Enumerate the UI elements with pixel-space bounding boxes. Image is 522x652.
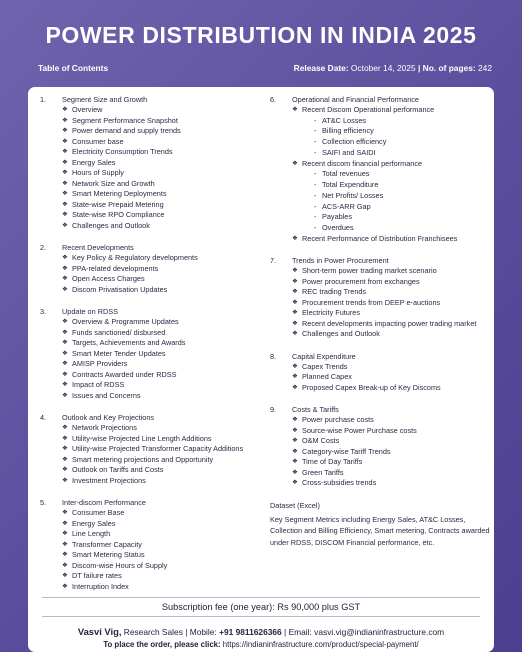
email-link[interactable]: vasvi.vig@indianinfrastructure.com <box>314 627 445 637</box>
toc-subitem: - Total revenues <box>270 169 492 180</box>
release-separator: | <box>417 63 421 73</box>
section-number: 1. <box>40 95 47 104</box>
toc-item <box>40 328 255 339</box>
toc-item <box>40 370 255 381</box>
toc-section <box>40 497 255 592</box>
toc-item-text: Capex Trends <box>302 361 348 371</box>
toc-item <box>40 455 255 466</box>
toc-item-text: Overview & Programme Updates <box>72 317 179 326</box>
toc-item-text: Smart Metering Deployments <box>72 189 167 198</box>
toc-item-text: O&M Costs <box>302 436 340 446</box>
toc-item <box>40 571 255 582</box>
toc-item-text: Smart metering projections and Opportunity <box>72 454 214 464</box>
dataset-text: Key Segment Metrics including Energy Sales, AT&C Losses, Collection and Billing Efficiency, Smart metering, Contracts awarded under RDSS, DISCOM Financial performance, etc. <box>270 514 490 547</box>
toc-item-text: Consumer Base <box>72 508 125 517</box>
section-heading <box>40 94 255 105</box>
section-number: 7. <box>270 256 277 266</box>
contact-name: Vasvi Vig, <box>77 626 122 637</box>
section-number: 9. <box>270 405 277 415</box>
section-heading <box>40 497 255 508</box>
section-items <box>40 105 255 231</box>
toc-item <box>270 457 492 468</box>
release-date: October 14, 2025 <box>350 63 416 73</box>
toc-item-text: Interruption Index <box>72 581 129 591</box>
toc-column-right-sections <box>270 94 492 489</box>
toc-item-text: PPA-related developments <box>72 263 159 273</box>
toc-column-left <box>40 94 255 603</box>
toc-subitem: - ACS-ARR Gap <box>270 202 492 213</box>
dataset-block <box>270 500 492 549</box>
toc-item <box>40 126 255 137</box>
toc-item-text: Green Tariffs <box>302 467 344 477</box>
toc-item-text: Short-term power trading market scenario <box>302 266 437 276</box>
toc-section <box>40 94 255 231</box>
toc-item <box>40 137 255 148</box>
toc-item-text: Utility-wise Projected Transformer Capacity Additions <box>72 444 244 453</box>
contact-role: Research Sales <box>123 627 183 637</box>
toc-item-text: Recent Discom Operational performance <box>302 105 435 114</box>
toc-item-text: Challenges and Outlook <box>72 220 150 230</box>
toc-item-text: Issues and Concerns <box>72 390 141 400</box>
toc-item-text: State-wise RPO Compliance <box>72 210 165 219</box>
toc-item <box>40 391 255 402</box>
toc-item <box>270 362 492 373</box>
toc-item <box>40 200 255 211</box>
toc-item <box>40 434 255 445</box>
pages-label: No. of pages: <box>422 63 476 73</box>
toc-item-text: Source-wise Power Purchase costs <box>302 425 417 435</box>
toc-item-text: Power demand and supply trends <box>72 126 181 135</box>
toc-item <box>40 359 255 370</box>
toc-item <box>40 317 255 328</box>
toc-item <box>40 423 255 434</box>
toc-item <box>270 372 492 383</box>
toc-item <box>40 540 255 551</box>
toc-section <box>270 94 492 244</box>
toc-item-text: Electricity Futures <box>302 308 360 318</box>
toc-item-text: Energy Sales <box>72 518 116 528</box>
toc-item-text: Smart Meter Tender Updates <box>72 348 166 358</box>
contact-separator: | <box>185 627 188 637</box>
toc-item <box>270 105 492 116</box>
fee-value: Rs 90,000 <box>277 602 320 612</box>
section-number: 4. <box>40 413 47 422</box>
toc-item-text: Energy Sales <box>72 157 116 167</box>
toc-subitem: - Overdues <box>270 223 492 234</box>
toc-column-right <box>270 94 492 548</box>
dataset-title: Dataset (Excel) <box>270 500 320 510</box>
toc-item <box>270 234 492 245</box>
section-heading <box>270 404 492 415</box>
toc-item-text: Open Access Charges <box>72 274 145 283</box>
toc-item-text: Discom-wise Hours of Supply <box>72 560 168 570</box>
toc-item-text: AMISP Providers <box>72 359 128 368</box>
toc-item-text: Procurement trends from DEEP e-auctions <box>302 297 441 307</box>
fee-tax: plus GST <box>321 602 361 612</box>
fee-label: Subscription fee <box>161 602 228 612</box>
toc-item <box>40 116 255 127</box>
toc-item-text: Category-wise Tariff Trends <box>302 446 391 456</box>
section-title: Recent Developments <box>62 243 134 252</box>
section-items <box>270 415 492 489</box>
toc-item <box>40 158 255 169</box>
toc-item <box>40 274 255 285</box>
section-heading <box>40 412 255 423</box>
toc-item-text: Contracts Awarded under RDSS <box>72 369 177 379</box>
section-number: 8. <box>270 351 277 361</box>
toc-item-text: Network Projections <box>72 423 137 432</box>
toc-item <box>270 308 492 319</box>
toc-item-text: Recent Performance of Distribution Franchisees <box>302 233 458 243</box>
toc-subitem: - Net Profits/ Losses <box>270 191 492 202</box>
section-items <box>40 508 255 592</box>
release-info <box>294 63 492 73</box>
toc-item <box>40 168 255 179</box>
section-heading <box>270 255 492 266</box>
fee-period: (one year): <box>230 602 275 612</box>
toc-section <box>270 255 492 340</box>
toc-item-text: State-wise Prepaid Metering <box>72 199 164 209</box>
toc-item <box>40 253 255 264</box>
toc-item-text: Outlook on Tariffs and Costs <box>72 465 164 474</box>
toc-item <box>40 179 255 190</box>
section-title: Costs & Tariffs <box>292 405 339 415</box>
order-line <box>28 640 494 649</box>
section-items <box>270 362 492 394</box>
section-title: Segment Size and Growth <box>62 95 148 104</box>
toc-item <box>270 298 492 309</box>
toc-item-text: Power purchase costs <box>302 415 374 425</box>
toc-item <box>270 287 492 298</box>
toc-label: Table of Contents <box>38 63 109 73</box>
toc-item-text: REC trading Trends <box>302 287 367 297</box>
toc-item <box>40 285 255 296</box>
toc-item <box>40 561 255 572</box>
toc-item <box>40 476 255 487</box>
order-label: To place the order, please click: <box>103 640 221 649</box>
toc-subitem: - Total Expenditure <box>270 180 492 191</box>
section-items <box>40 253 255 295</box>
toc-section <box>40 412 255 486</box>
toc-section <box>40 306 255 401</box>
section-title: Outlook and Key Projections <box>62 413 155 422</box>
toc-item-text: Targets, Achievements and Awards <box>72 338 186 347</box>
pages-count: 242 <box>478 63 492 73</box>
toc-item-text: Utility-wise Projected Line Length Additions <box>72 433 212 443</box>
toc-item <box>40 105 255 116</box>
toc-item-text: Smart Metering Status <box>72 550 145 559</box>
section-heading <box>40 306 255 317</box>
section-title: Trends in Power Procurement <box>292 256 389 266</box>
mobile-value: +91 9811626366 <box>219 627 282 637</box>
toc-item-text: Network Size and Growth <box>72 178 155 188</box>
toc-item <box>40 582 255 593</box>
section-items <box>270 105 492 244</box>
fee-divider-bottom <box>42 616 480 617</box>
toc-item <box>40 380 255 391</box>
toc-item-text: Consumer base <box>72 136 124 146</box>
toc-item <box>40 465 255 476</box>
toc-item-text: Electricity Consumption Trends <box>72 147 173 156</box>
toc-subitem: - AT&C Losses <box>270 116 492 127</box>
toc-item <box>40 264 255 275</box>
email-label: Email: <box>288 627 312 637</box>
toc-item <box>270 468 492 479</box>
toc-item-text: Funds sanctioned/ disbursed <box>72 327 166 337</box>
section-number: 2. <box>40 243 47 252</box>
toc-subitem: - Billing efficiency <box>270 126 492 137</box>
section-number: 6. <box>270 95 277 104</box>
release-label: Release Date: <box>293 63 349 73</box>
subscription-fee <box>28 602 494 612</box>
toc-item <box>40 210 255 221</box>
section-items <box>40 423 255 486</box>
toc-item <box>270 329 492 340</box>
section-title: Update on RDSS <box>62 307 118 316</box>
section-number: 5. <box>40 498 47 507</box>
toc-item <box>270 426 492 437</box>
toc-item-text: DT failure rates <box>72 571 122 580</box>
section-items <box>270 266 492 340</box>
contact-separator: | <box>284 627 287 637</box>
toc-item <box>270 266 492 277</box>
toc-section <box>40 242 255 295</box>
toc-item <box>40 444 255 455</box>
toc-item-text: Cross-subsidies trends <box>302 478 377 488</box>
toc-item-text: Segment Performance Snapshot <box>72 115 178 125</box>
toc-subitems <box>270 116 492 159</box>
content-card <box>28 87 494 652</box>
toc-item <box>270 319 492 330</box>
toc-item <box>40 529 255 540</box>
toc-item <box>270 277 492 288</box>
toc-item-text: Recent developments impacting power trading market <box>302 318 477 328</box>
toc-item-text: Line Length <box>72 529 111 538</box>
toc-item <box>270 436 492 447</box>
toc-item-text: Investment Projections <box>72 475 146 485</box>
section-heading <box>40 242 255 253</box>
toc-item <box>40 338 255 349</box>
toc-item-text: Proposed Capex Break-up of Key Discoms <box>302 382 441 392</box>
toc-subitem: - SAIFI and SAIDI <box>270 148 492 159</box>
toc-item <box>40 550 255 561</box>
order-link[interactable]: https://indianinfrastructure.com/product/special-payment/ <box>222 640 419 649</box>
toc-item <box>270 478 492 489</box>
toc-subitem: - Payables <box>270 212 492 223</box>
section-heading <box>270 94 492 105</box>
toc-item-text: Key Policy & Regulatory developments <box>72 253 198 262</box>
toc-item-text: Time of Day Tariffs <box>302 457 363 467</box>
toc-item <box>40 189 255 200</box>
toc-item <box>40 508 255 519</box>
toc-item-text: Challenges and Outlook <box>302 329 380 339</box>
section-title: Capital Expenditure <box>292 351 356 361</box>
toc-item <box>40 147 255 158</box>
toc-section <box>270 351 492 394</box>
fee-divider-top <box>42 597 480 598</box>
contact-line <box>28 626 494 637</box>
section-number: 3. <box>40 307 47 316</box>
section-title: Inter-discom Performance <box>62 498 146 507</box>
section-items <box>40 317 255 401</box>
toc-item-text: Impact of RDSS <box>72 380 125 389</box>
toc-section <box>270 404 492 489</box>
toc-item-text: Discom Privatisation Updates <box>72 284 168 294</box>
toc-item-text: Hours of Supply <box>72 168 124 177</box>
toc-item <box>270 415 492 426</box>
section-title: Operational and Financial Performance <box>292 95 419 104</box>
toc-item <box>40 349 255 360</box>
toc-item <box>270 159 492 170</box>
toc-item-text: Recent discom financial performance <box>302 158 423 168</box>
toc-item <box>270 383 492 394</box>
toc-subitems <box>270 169 492 234</box>
toc-item-text: Overview <box>72 105 103 114</box>
toc-item-text: Planned Capex <box>302 372 352 382</box>
page-title: POWER DISTRIBUTION IN INDIA 2025 <box>45 22 477 48</box>
section-heading <box>270 351 492 362</box>
mobile-label: Mobile: <box>189 627 217 637</box>
toc-item <box>40 221 255 232</box>
toc-item <box>40 519 255 530</box>
toc-item-text: Power procurement from exchanges <box>302 276 420 286</box>
toc-item-text: Transformer Capacity <box>72 539 142 549</box>
toc-item <box>270 447 492 458</box>
toc-subitem: - Collection efficiency <box>270 137 492 148</box>
